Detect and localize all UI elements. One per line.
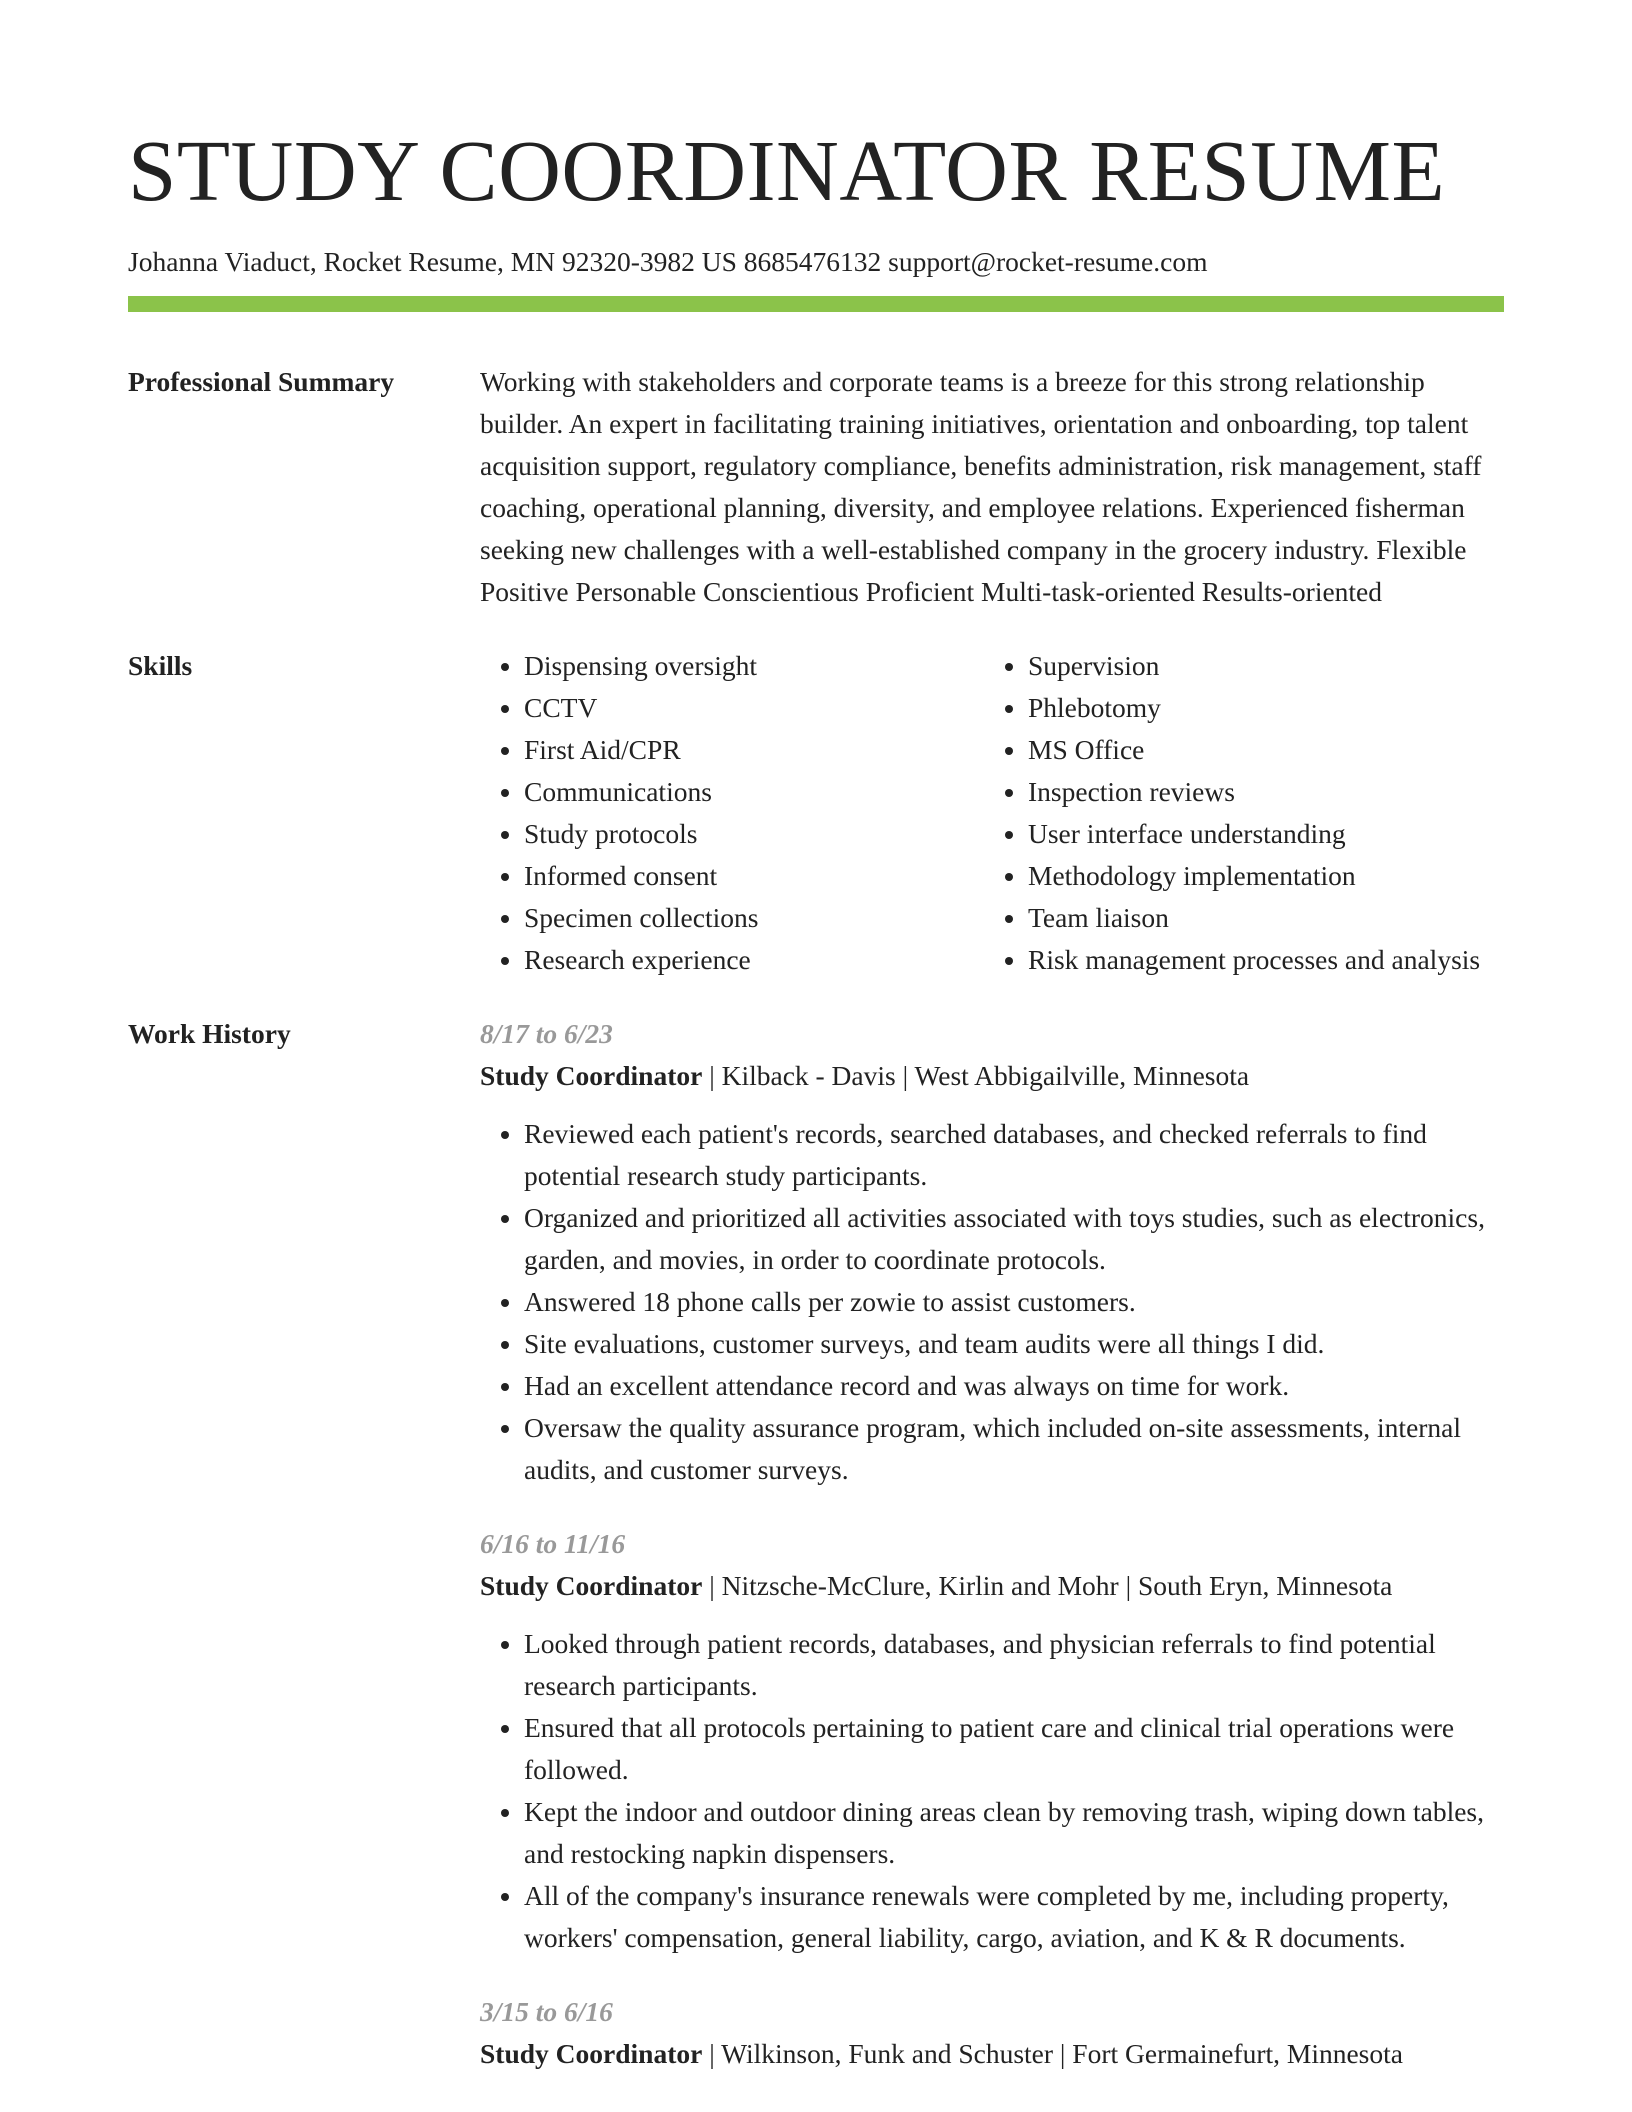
company-name: Nitzsche-McClure, Kirlin and Mohr <box>721 1570 1119 1601</box>
skill-item: • Study protocols <box>524 813 984 855</box>
job-entry <box>480 1523 1504 1959</box>
job-entry <box>480 1013 1504 1491</box>
job-duty: • Oversaw the quality assurance program, which included on-site assessments, internal audits, and customer surveys. <box>524 1407 1504 1491</box>
skill-item: • Phlebotomy <box>1028 687 1504 729</box>
job-duty: • Organized and prioritized all activities associated with toys studies, such as electronics, garden, and movies, in order to coordinate protocols. <box>524 1197 1504 1281</box>
professional-summary-section <box>128 361 1504 613</box>
job-duty: • Reviewed each patient's records, searched databases, and checked referrals to find potential research study participants. <box>524 1113 1504 1197</box>
job-duty: • All of the company's insurance renewals were completed by me, including property, workers' compensation, general liability, cargo, aviation, and K & R documents. <box>524 1875 1504 1959</box>
job-duty: • Answered 18 phone calls per zowie to assist customers. <box>524 1281 1504 1323</box>
job-heading <box>480 1055 1504 1097</box>
summary-text: Working with stakeholders and corporate teams is a breeze for this strong relationship builder. An expert in facilitating training initiatives, orientation and onboarding, top talent acquisition support, regulatory compliance, benefits administration, risk management, staff coaching, operational planning, diversity, and employee relations. Experienced fisherman seeking new challenges with a well-established company in the grocery industry. Flexible Positive Personable Conscientious Proficient Multi-task-oriented Results-oriented <box>480 366 1482 607</box>
job-duties-list <box>480 1623 1504 1959</box>
job-dates: 8/17 to 6/23 <box>480 1018 613 1049</box>
skill-item: • Communications <box>524 771 984 813</box>
job-heading <box>480 2033 1504 2075</box>
job-title: Study Coordinator <box>480 1060 703 1091</box>
skill-item: • Methodology implementation <box>1028 855 1504 897</box>
skills-list-right <box>984 645 1504 981</box>
skill-item: • Supervision <box>1028 645 1504 687</box>
job-title: Study Coordinator <box>480 2038 703 2069</box>
separator: | <box>702 1060 722 1091</box>
skill-item: • Research experience <box>524 939 984 981</box>
job-duty: • Had an excellent attendance record and was always on time for work. <box>524 1365 1504 1407</box>
skill-item: • Specimen collections <box>524 897 984 939</box>
skills-columns <box>480 645 1504 981</box>
skill-item: • Informed consent <box>524 855 984 897</box>
skill-item: • User interface understanding <box>1028 813 1504 855</box>
skills-list-left <box>480 645 984 981</box>
job-duty: • Site evaluations, customer surveys, and team audits were all things I did. <box>524 1323 1504 1365</box>
skill-item: • Dispensing oversight <box>524 645 984 687</box>
section-heading: Skills <box>128 650 193 681</box>
job-title: Study Coordinator <box>480 1570 703 1601</box>
skill-item: • Risk management processes and analysis <box>1028 939 1504 981</box>
separator: | <box>895 1060 915 1091</box>
job-duties-list <box>480 1113 1504 1491</box>
section-heading: Professional Summary <box>128 366 395 397</box>
job-duty: • Looked through patient records, databases, and physician referrals to find potential research participants. <box>524 1623 1504 1707</box>
job-dates: 6/16 to 11/16 <box>480 1528 626 1559</box>
contact-line: Johanna Viaduct, Rocket Resume, MN 92320-3982 US 8685476132 support@rocket-resume.com <box>128 246 1208 277</box>
section-body <box>480 645 1504 981</box>
job-location: West Abbigailville, Minnesota <box>914 1060 1250 1091</box>
resume-title: STUDY COORDINATOR RESUME <box>128 122 1446 219</box>
job-list <box>480 1013 1504 2107</box>
company-name: Kilback - Davis <box>721 1060 896 1091</box>
job-location: Fort Germainefurt, Minnesota <box>1072 2038 1403 2069</box>
skill-item: • MS Office <box>1028 729 1504 771</box>
section-heading: Work History <box>128 1018 291 1049</box>
skills-section <box>128 645 1504 981</box>
accent-divider <box>128 296 1504 312</box>
section-body <box>480 361 1504 613</box>
resume-page <box>128 0 1504 2107</box>
skill-item: • First Aid/CPR <box>524 729 984 771</box>
separator: | <box>1118 1570 1138 1601</box>
company-name: Wilkinson, Funk and Schuster <box>721 2038 1054 2069</box>
separator: | <box>702 1570 722 1601</box>
job-dates: 3/15 to 6/16 <box>480 1996 613 2027</box>
job-entry <box>480 1991 1504 2075</box>
job-location: South Eryn, Minnesota <box>1138 1570 1393 1601</box>
separator: | <box>1053 2038 1073 2069</box>
skill-item: • Inspection reviews <box>1028 771 1504 813</box>
skill-item: • CCTV <box>524 687 984 729</box>
job-heading <box>480 1565 1504 1607</box>
separator: | <box>702 2038 722 2069</box>
skill-item: • Team liaison <box>1028 897 1504 939</box>
job-duty: • Ensured that all protocols pertaining to patient care and clinical trial operations were followed. <box>524 1707 1504 1791</box>
job-duty: • Kept the indoor and outdoor dining areas clean by removing trash, wiping down tables, and restocking napkin dispensers. <box>524 1791 1504 1875</box>
work-history-section <box>128 1013 1504 2107</box>
